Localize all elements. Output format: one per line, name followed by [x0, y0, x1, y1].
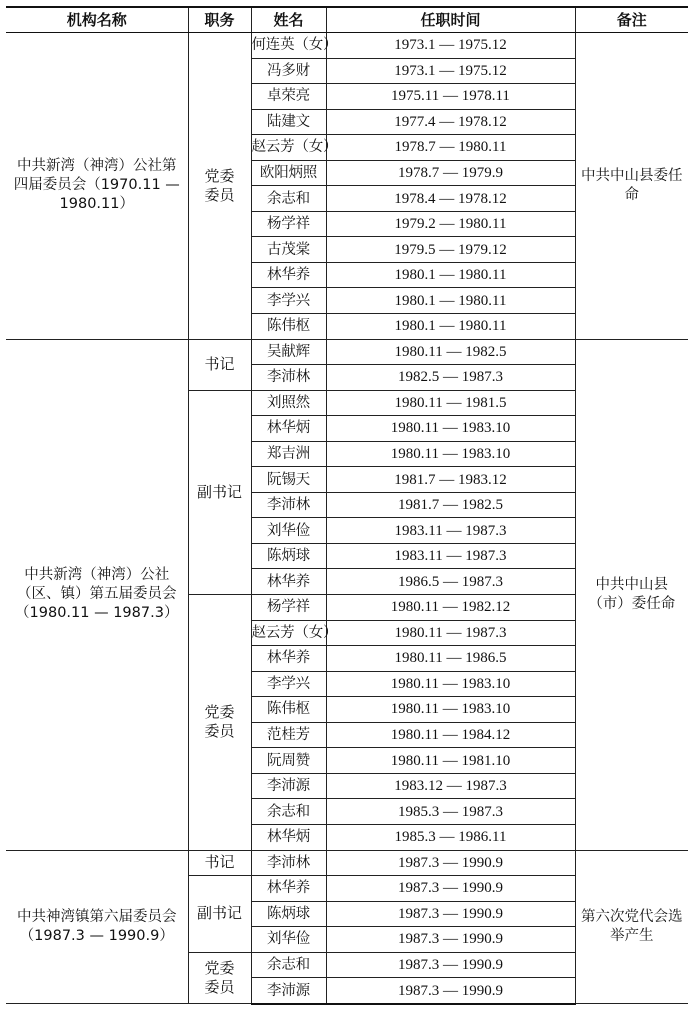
- term-cell: 1979.2 — 1980.11: [326, 211, 575, 237]
- member-name-cell: 林华养: [251, 876, 326, 902]
- member-name-cell: 陈炳球: [251, 543, 326, 569]
- term-cell: 1978.7 — 1979.9: [326, 160, 575, 186]
- term-cell: 1986.5 — 1987.3: [326, 569, 575, 595]
- member-name-cell: 赵云芳（女）: [251, 135, 326, 161]
- member-name-cell: 杨学祥: [251, 595, 326, 621]
- member-name-cell: 林华养: [251, 646, 326, 672]
- position-cell: [188, 390, 251, 594]
- position-label: 书记: [204, 355, 235, 374]
- member-name-cell: 陆建文: [251, 109, 326, 135]
- member-name-cell: 林华炳: [251, 416, 326, 442]
- table-row: [6, 339, 688, 365]
- position-cell: [188, 952, 251, 1004]
- member-name-cell: 赵云芳（女）: [251, 620, 326, 646]
- note-cell: 中共中山县（市）委任命: [575, 339, 688, 850]
- term-cell: 1987.3 — 1990.9: [326, 850, 575, 876]
- term-cell: 1981.7 — 1982.5: [326, 492, 575, 518]
- position-cell: [188, 850, 251, 876]
- term-cell: 1978.4 — 1978.12: [326, 186, 575, 212]
- header-name: 姓名: [251, 7, 326, 33]
- term-cell: 1987.3 — 1990.9: [326, 978, 575, 1004]
- member-name-cell: 杨学祥: [251, 211, 326, 237]
- term-cell: 1973.1 — 1975.12: [326, 33, 575, 59]
- term-cell: 1983.11 — 1987.3: [326, 518, 575, 544]
- header-org: 机构名称: [6, 7, 188, 33]
- member-name-cell: 李学兴: [251, 288, 326, 314]
- term-cell: 1980.11 — 1984.12: [326, 722, 575, 748]
- member-name-cell: 古茂棠: [251, 237, 326, 263]
- term-cell: 1980.11 — 1982.12: [326, 595, 575, 621]
- member-name-cell: 林华养: [251, 569, 326, 595]
- term-cell: 1980.11 — 1983.10: [326, 697, 575, 723]
- term-cell: 1980.11 — 1987.3: [326, 620, 575, 646]
- member-name-cell: 李学兴: [251, 671, 326, 697]
- member-name-cell: 余志和: [251, 186, 326, 212]
- member-name-cell: 李沛林: [251, 492, 326, 518]
- header-term: 任职时间: [326, 7, 575, 33]
- term-cell: 1977.4 — 1978.12: [326, 109, 575, 135]
- member-name-cell: 何连英（女）: [251, 33, 326, 59]
- org-name-cell: 中共新湾（神湾）公社第四届委员会（1970.11 — 1980.11）: [6, 33, 188, 340]
- member-name-cell: 吴献辉: [251, 339, 326, 365]
- term-cell: 1979.5 — 1979.12: [326, 237, 575, 263]
- term-cell: 1985.3 — 1987.3: [326, 799, 575, 825]
- member-name-cell: 林华养: [251, 262, 326, 288]
- term-cell: 1987.3 — 1990.9: [326, 876, 575, 902]
- header-row: [6, 7, 688, 33]
- position-label: 副书记: [196, 482, 242, 501]
- position-cell: [188, 33, 251, 340]
- member-name-cell: 阮锡天: [251, 467, 326, 493]
- term-cell: 1978.7 — 1980.11: [326, 135, 575, 161]
- member-name-cell: 余志和: [251, 952, 326, 978]
- member-name-cell: 李沛林: [251, 850, 326, 876]
- position-cell: [188, 339, 251, 390]
- header-position: 职务: [188, 7, 251, 33]
- member-name-cell: 冯多财: [251, 58, 326, 84]
- position-label: 副书记: [196, 904, 242, 923]
- term-cell: 1973.1 — 1975.12: [326, 58, 575, 84]
- note-cell: 第六次党代会选举产生: [575, 850, 688, 1004]
- term-cell: 1982.5 — 1987.3: [326, 365, 575, 391]
- org-name-cell: 中共神湾镇第六届委员会（1987.3 — 1990.9）: [6, 850, 188, 1004]
- term-cell: 1980.11 — 1981.5: [326, 390, 575, 416]
- leadership-table: [6, 6, 688, 1005]
- term-cell: 1980.11 — 1983.10: [326, 441, 575, 467]
- member-name-cell: 范桂芳: [251, 722, 326, 748]
- member-name-cell: 李沛林: [251, 365, 326, 391]
- member-name-cell: 刘照然: [251, 390, 326, 416]
- position-label: 党委委员: [204, 703, 235, 741]
- position-label: 党委委员: [204, 166, 235, 204]
- term-cell: 1980.11 — 1982.5: [326, 339, 575, 365]
- member-name-cell: 陈伟枢: [251, 314, 326, 340]
- header-note: 备注: [575, 7, 688, 33]
- term-cell: 1980.1 — 1980.11: [326, 262, 575, 288]
- term-cell: 1983.11 — 1987.3: [326, 543, 575, 569]
- term-cell: 1980.1 — 1980.11: [326, 314, 575, 340]
- term-cell: 1975.11 — 1978.11: [326, 84, 575, 110]
- table-row: [6, 33, 688, 59]
- member-name-cell: 李沛源: [251, 773, 326, 799]
- member-name-cell: 陈伟枢: [251, 697, 326, 723]
- term-cell: 1987.3 — 1990.9: [326, 901, 575, 927]
- term-cell: 1983.12 — 1987.3: [326, 773, 575, 799]
- member-name-cell: 刘华俭: [251, 518, 326, 544]
- member-name-cell: 余志和: [251, 799, 326, 825]
- term-cell: 1987.3 — 1990.9: [326, 952, 575, 978]
- org-name-cell: 中共新湾（神湾）公社（区、镇）第五届委员会（1980.11 — 1987.3）: [6, 339, 188, 850]
- term-cell: 1980.11 — 1983.10: [326, 416, 575, 442]
- table-body: [6, 33, 688, 1004]
- note-cell: 中共中山县委任命: [575, 33, 688, 340]
- member-name-cell: 李沛源: [251, 978, 326, 1004]
- term-cell: 1980.11 — 1986.5: [326, 646, 575, 672]
- position-label: 党委委员: [204, 958, 235, 996]
- leadership-table-page: [6, 6, 688, 1005]
- term-cell: 1985.3 — 1986.11: [326, 824, 575, 850]
- member-name-cell: 卓荣亮: [251, 84, 326, 110]
- term-cell: 1987.3 — 1990.9: [326, 927, 575, 953]
- position-cell: [188, 876, 251, 953]
- term-cell: 1981.7 — 1983.12: [326, 467, 575, 493]
- member-name-cell: 陈炳球: [251, 901, 326, 927]
- position-cell: [188, 595, 251, 850]
- position-label: 书记: [204, 853, 235, 872]
- member-name-cell: 欧阳炳照: [251, 160, 326, 186]
- member-name-cell: 阮周赞: [251, 748, 326, 774]
- member-name-cell: 刘华俭: [251, 927, 326, 953]
- member-name-cell: 郑吉洲: [251, 441, 326, 467]
- term-cell: 1980.11 — 1981.10: [326, 748, 575, 774]
- table-row: [6, 850, 688, 876]
- term-cell: 1980.1 — 1980.11: [326, 288, 575, 314]
- term-cell: 1980.11 — 1983.10: [326, 671, 575, 697]
- member-name-cell: 林华炳: [251, 824, 326, 850]
